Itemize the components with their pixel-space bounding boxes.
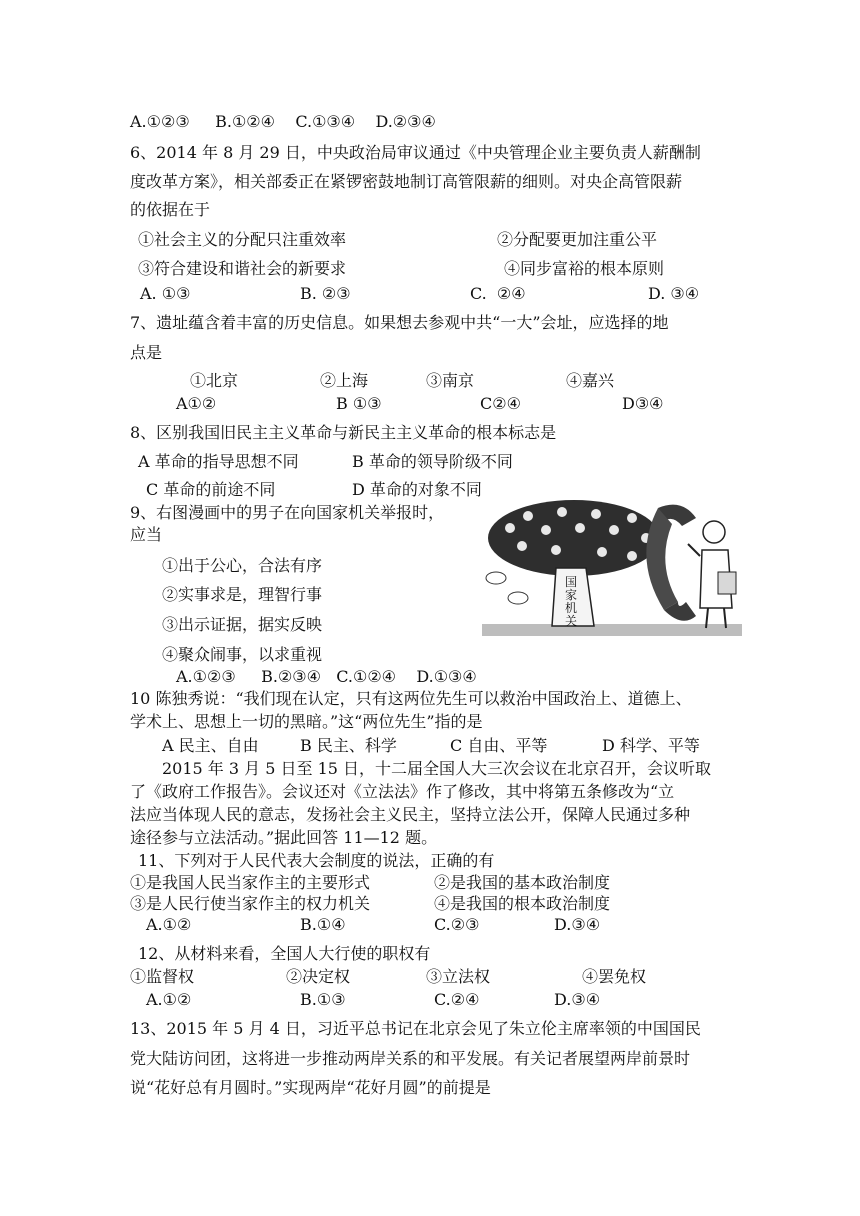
q9-item4: ④聚众闹事，以求重视 xyxy=(162,645,323,664)
material-line3: 法应当体现人民的意志，发扬社会主义民主，坚持立法公开，保障人民通过多种 xyxy=(130,805,691,824)
q7-stem-line1: 7、遗址蕴含着丰富的历史信息。如果想去参观中共“一大”会址，应选择的地 xyxy=(130,313,669,332)
q9-stem-line1: 9、右图漫画中的男子在向国家机关举报时， xyxy=(130,503,445,522)
q11-stem: 11、下列对于人民代表大会制度的说法，正确的有 xyxy=(138,851,495,870)
q6-option-d: D. ③④ xyxy=(648,284,700,303)
q8-stem: 8、区别我国旧民主主义革命与新民主主义革命的根本标志是 xyxy=(130,423,557,442)
q6-stem-line2: 度改革方案》，相关部委正在紧锣密鼓地制订高管限薪的细则。对央企高管限薪 xyxy=(130,172,683,191)
q8-option-b: B 革命的领导阶级不同 xyxy=(352,452,513,471)
q10-stem-line2: 学术上、思想上一切的黑暗。”这“两位先生”指的是 xyxy=(130,712,483,731)
q7-stem-line2: 点是 xyxy=(130,343,163,362)
q12-option-c: C.②④ xyxy=(434,990,480,1009)
q9-item2: ②实事求是，理智行事 xyxy=(162,585,323,604)
material-line1: 2015 年 3 月 5 日至 15 日，十二届全国人大三次会议在北京召开，会议听取 xyxy=(162,759,712,778)
q11-option-a: A.①② xyxy=(146,915,192,934)
q7-item3: ③南京 xyxy=(426,371,475,390)
q6-item1: ①社会主义的分配只注重效率 xyxy=(138,230,347,249)
cartoon-tree-label-2: 家 xyxy=(564,588,578,602)
q9-item3: ③出示证据，据实反映 xyxy=(162,615,323,634)
q12-item4: ④罢免权 xyxy=(582,967,647,986)
q11-option-c: C.②③ xyxy=(434,915,480,934)
q11-option-d: D.③④ xyxy=(554,915,601,934)
q6-item4: ④同步富裕的根本原则 xyxy=(504,259,665,278)
q10-option-a: A 民主、自由 xyxy=(162,736,259,755)
q7-option-d: D③④ xyxy=(622,394,664,413)
q10-stem-line1: 10 陈独秀说：“我们现在认定，只有这两位先生可以救治中国政治上、道德上、 xyxy=(130,689,692,708)
q5-options: A.①②③ B.①②④ C.①③④ D.②③④ xyxy=(130,112,436,131)
q13-stem-line3: 说“花好总有月圆时。”实现两岸“花好月圆”的前提是 xyxy=(130,1078,491,1097)
q6-item3: ③符合建设和谐社会的新要求 xyxy=(138,259,347,278)
cartoon-tree-canopy xyxy=(488,500,660,576)
q6-option-c: C. ②④ xyxy=(470,284,526,303)
q11-item2: ②是我国的基本政治制度 xyxy=(434,873,611,892)
q10-option-c: C 自由、平等 xyxy=(450,736,548,755)
material-line4: 途径参与立法活动。”据此回答 11—12 题。 xyxy=(130,828,438,847)
q12-item3: ③立法权 xyxy=(426,967,491,986)
q7-option-c: C②④ xyxy=(480,394,521,413)
q7-item4: ④嘉兴 xyxy=(566,371,615,390)
q6-option-a: A. ①③ xyxy=(140,284,191,303)
q6-stem-line3: 的依据在于 xyxy=(130,200,211,219)
q6-stem-line1: 6、2014 年 8 月 29 日，中央政治局审议通过《中央管理企业主要负责人薪酬制 xyxy=(130,143,701,162)
q13-stem-line1: 13、2015 年 5 月 4 日，习近平总书记在北京会见了朱立伦主席率领的中国国民 xyxy=(130,1019,701,1038)
q10-option-b: B 民主、科学 xyxy=(300,736,397,755)
q11-option-b: B.①④ xyxy=(300,915,346,934)
q9-options: A.①②③ B.②③④ C.①②④ D.①③④ xyxy=(176,667,477,686)
q12-option-b: B.①③ xyxy=(300,990,346,1009)
q11-item3: ③是人民行使当家作主的权力机关 xyxy=(130,894,371,913)
q12-stem: 12、从材料来看，全国人大行使的职权有 xyxy=(138,944,431,963)
q9-item1: ①出于公心，合法有序 xyxy=(162,556,323,575)
q13-stem-line2: 党大陆访问团，这将进一步推动两岸关系的和平发展。有关记者展望两岸前景时 xyxy=(130,1049,691,1068)
q9-cartoon-illustration xyxy=(482,498,742,636)
q12-item1: ①监督权 xyxy=(130,967,195,986)
cartoon-tree-label-1: 国 xyxy=(564,575,578,589)
cartoon-tree-label-3: 机 xyxy=(564,601,578,615)
q6-option-b: B. ②③ xyxy=(300,284,351,303)
q7-item2: ②上海 xyxy=(320,371,369,390)
material-line2: 了《政府工作报告》。会议还对《立法法》作了修改，其中将第五条修改为“立 xyxy=(130,782,675,801)
q12-item2: ②决定权 xyxy=(286,967,351,986)
q7-item1: ①北京 xyxy=(190,371,239,390)
cartoon-ground xyxy=(482,624,742,636)
cartoon-tree-label-4: 关 xyxy=(564,614,578,628)
q10-option-d: D 科学、平等 xyxy=(602,736,700,755)
q7-option-a: A①② xyxy=(176,394,217,413)
q7-option-b: B ①③ xyxy=(336,394,382,413)
q8-option-c: C 革命的前途不同 xyxy=(146,480,276,499)
q6-item2: ②分配要更加注重公平 xyxy=(497,230,658,249)
q8-option-a: A 革命的指导思想不同 xyxy=(138,452,299,471)
q11-item4: ④是我国的根本政治制度 xyxy=(434,894,611,913)
q12-option-d: D.③④ xyxy=(554,990,601,1009)
q9-stem-line2: 应当 xyxy=(130,525,163,544)
q12-option-a: A.①② xyxy=(146,990,192,1009)
q8-option-d: D 革命的对象不同 xyxy=(352,480,482,499)
q11-item1: ①是我国人民当家作主的主要形式 xyxy=(130,873,371,892)
